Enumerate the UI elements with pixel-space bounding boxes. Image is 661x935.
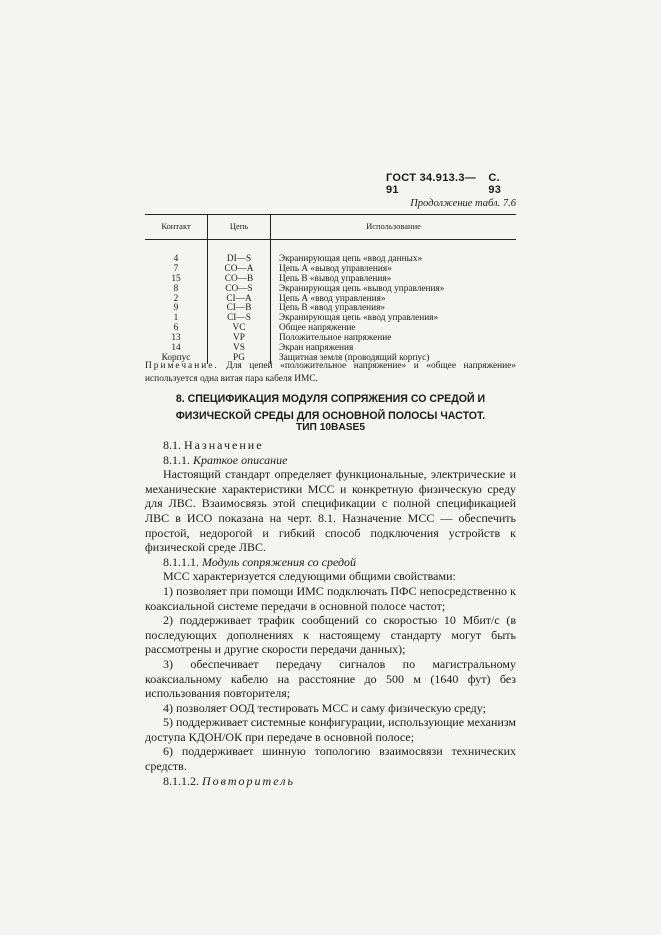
contact-cell: 2 bbox=[145, 295, 208, 305]
circuit-cell: VC bbox=[208, 324, 271, 334]
note-label: Примечание. bbox=[145, 361, 219, 371]
header-usage: Использование bbox=[271, 215, 517, 240]
usage-cell: Цепь В «ввод управления» bbox=[279, 303, 386, 314]
circuit-cell: CI—A bbox=[208, 295, 271, 305]
clause-number: 8.1. bbox=[163, 438, 181, 452]
note-text: Для цепей «положительное напряжение» и «общее напряжение» используется одна витая пара кабеля ИМС. bbox=[145, 361, 516, 384]
table-header-row bbox=[145, 215, 516, 240]
usage-cell: Экранирующая цепь «вывод управления» bbox=[279, 283, 445, 294]
page-header bbox=[386, 172, 516, 196]
contact-cell: 7 bbox=[145, 265, 208, 275]
circuit-cell: CO—S bbox=[208, 285, 271, 295]
usage-cell: Цепь А «вывод управления» bbox=[279, 263, 392, 274]
circuit-cell: VP bbox=[208, 334, 271, 344]
paragraph-overview: Настоящий стандарт определяет функциональные, электрические и механические характеристики МСС и конкретную физическую среду для ЛВС. Взаимосвязь этой спецификации с полной спецификацией ЛВС в ИСО показана на черт. 8.1. Назначение МСС — обеспечить простой, недорогой и гибкий способ подключения устройств к физической среде ЛВС. bbox=[145, 467, 516, 555]
section-title-line1: 8. СПЕЦИФИКАЦИЯ МОДУЛЯ СОПРЯЖЕНИЯ СО СРЕДОЙ И bbox=[175, 393, 486, 405]
contact-cell: 1 bbox=[145, 314, 208, 324]
usage-cell: Экранирующая цепь «ввод данных» bbox=[279, 253, 423, 264]
header-circuit: Цепь bbox=[208, 215, 271, 240]
contact-cell: 9 bbox=[145, 304, 208, 314]
table-note bbox=[145, 360, 516, 386]
contact-cell: 14 bbox=[145, 344, 208, 354]
section-subtitle: ТИП 10BASE5 bbox=[296, 422, 365, 433]
usage-cell: Общее напряжение bbox=[279, 323, 356, 334]
clause-8-1 bbox=[145, 438, 516, 453]
clause-8-1-1 bbox=[145, 453, 516, 468]
list-item: 1) позволяет при помощи ИМС подключать ПФС непосредственно к коаксиальной системе передачи в основной полосе частот; bbox=[145, 583, 516, 613]
circuit-cell: VS bbox=[208, 344, 271, 354]
table-continuation-note: Продолжение табл. 7.6 bbox=[410, 198, 516, 209]
list-item: 4) позволяет ООД тестировать МСС и саму физическую среду; bbox=[163, 700, 486, 715]
circuit-cell: PG bbox=[208, 354, 271, 364]
clause-number: 8.1.1.2. bbox=[163, 773, 199, 788]
clause-title: Повторитель bbox=[202, 773, 295, 788]
section-title bbox=[145, 391, 516, 425]
circuit-cell: CO—A bbox=[208, 265, 271, 275]
paragraph-properties-intro: МСС характеризуется следующими общими свойствами: bbox=[163, 569, 456, 584]
usage-cell: Цепь А «ввод управления» bbox=[279, 293, 386, 304]
section-title-line2: ФИЗИЧЕСКОЙ СРЕДЫ ДЛЯ ОСНОВНОЙ ПОЛОСЫ ЧАСТОТ. bbox=[175, 410, 486, 422]
clause-8-1-1-1 bbox=[145, 555, 516, 570]
clause-8-1-1-2 bbox=[145, 774, 516, 789]
contact-cell: 4 bbox=[145, 239, 208, 264]
pin-assignment-table bbox=[145, 214, 516, 364]
standard-number: ГОСТ 34.913.3—91 bbox=[386, 172, 477, 196]
table-row bbox=[145, 239, 516, 264]
circuit-cell: CO—B bbox=[208, 275, 271, 285]
header-contact: Контакт bbox=[145, 215, 208, 240]
contact-cell: 15 bbox=[145, 275, 208, 285]
page-number: С. 93 bbox=[488, 172, 502, 196]
contact-cell: 13 bbox=[145, 334, 208, 344]
clause-title: Назначение bbox=[184, 438, 264, 452]
list-item: 3) обеспечивает передачу сигналов по магистральному коаксиальному кабелю на расстояние до 500 м (1640 фут) без использования повторителя; bbox=[145, 656, 516, 701]
clause-title: Краткое описание bbox=[193, 452, 288, 467]
clause-title: Модуль сопряжения со средой bbox=[202, 554, 357, 569]
circuit-cell: DI—S bbox=[208, 239, 271, 264]
list-item: 6) поддерживает шинную топологию взаимосвязи технических средств. bbox=[145, 744, 516, 774]
usage-cell: Экран напряжения bbox=[279, 343, 354, 354]
contact-cell: Корпус bbox=[145, 354, 208, 364]
usage-cell: Положительное напряжение bbox=[279, 333, 392, 344]
list-item: 5) поддерживает системные конфигурации, использующие механизм доступа КДОН/ОК при передаче в основной полосе; bbox=[145, 715, 516, 744]
usage-cell: Экранирующая цепь «ввод управления» bbox=[279, 313, 439, 324]
clause-number: 8.1.1.1. bbox=[163, 554, 199, 569]
circuit-cell: CI—S bbox=[208, 314, 271, 324]
circuit-cell: CI—B bbox=[208, 304, 271, 314]
section-body bbox=[145, 438, 516, 788]
clause-number: 8.1.1. bbox=[163, 452, 190, 467]
usage-cell: Цепь В «вывод управления» bbox=[279, 273, 392, 284]
table-body bbox=[145, 239, 516, 363]
contact-cell: 8 bbox=[145, 285, 208, 295]
contact-cell: 6 bbox=[145, 324, 208, 334]
list-item: 2) поддерживает трафик сообщений со скоростью 10 Мбит/с (в последующих дополнениях к настоящему стандарту могут быть рассмотрены и другие скорости передачи данных); bbox=[145, 613, 516, 657]
usage-cell: Защитная земля (проводящий корпус) bbox=[279, 352, 430, 363]
